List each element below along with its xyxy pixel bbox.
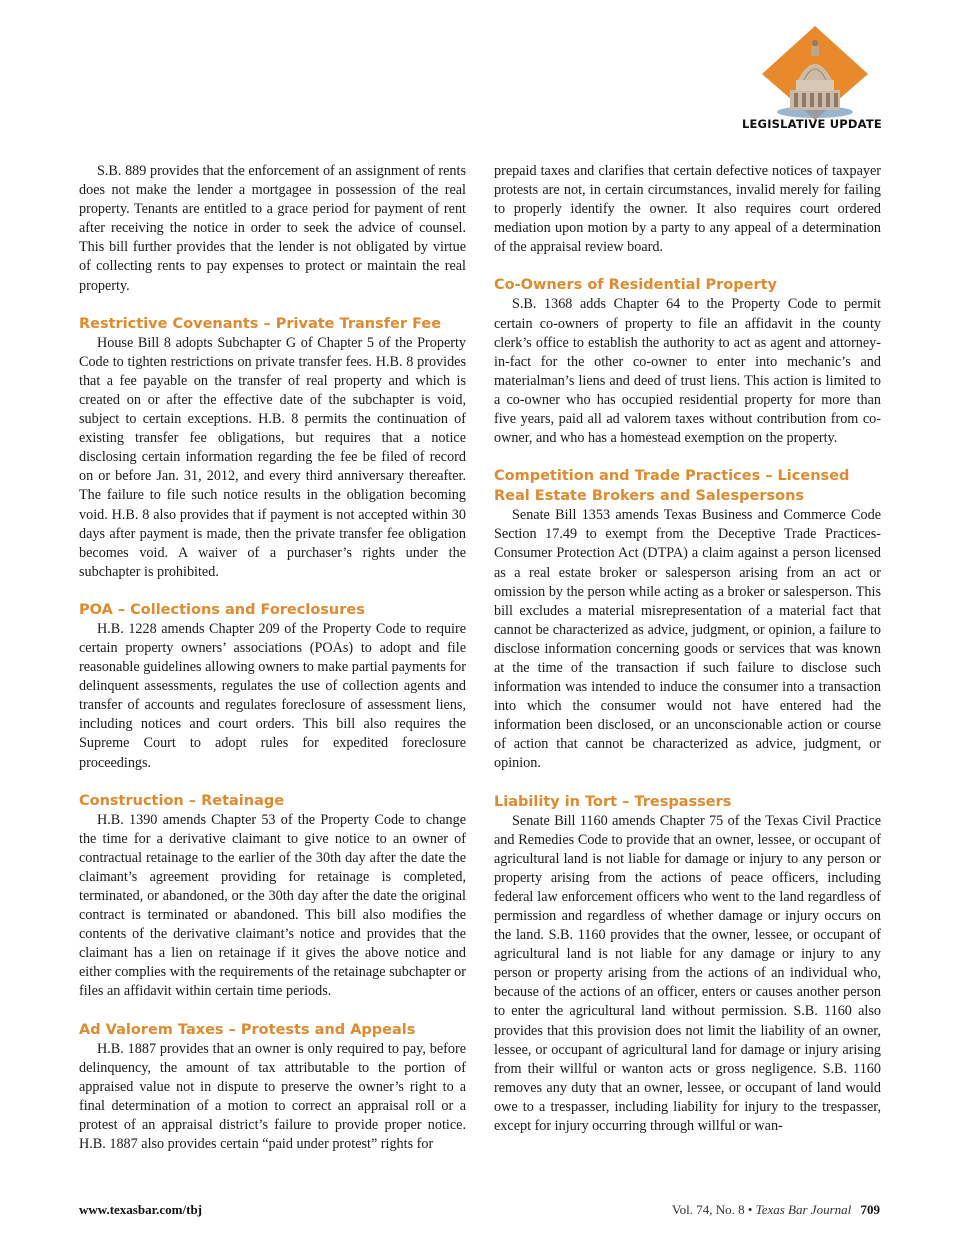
body-construction: H.B. 1390 amends Chapter 53 of the Property Code to change the time for a derivative claimant to give notice to an owner of contractual retainage to the earlier of the 30th day after the date the claimant’s agreement providing for retainage is completed, terminated, or abandoned, or the 30th day after the date the original contract is terminated or abandoned. This bill also modifies the contents of the derivative claimant’s notice and provides that the claimant has a lien on retainage if it gives the above notice and either complies with the requirements of the retainage subchapter or files an affidavit within certain time periods.	[79, 811, 466, 1000]
body-co-owners: S.B. 1368 adds Chapter 64 to the Property Code to permit certain co-owners of property to file an affidavit in the county clerk’s office to establish the authority to act as agent and attorney-in-fact for the other co-owner to enter into mechanic’s and materialman’s liens and deed of trust liens. This action is limited to a co-owner who has occupied residential property for more than five years, paid all ad valorem taxes without contribution from co-owner, and who has a homestead exemption on the property.	[494, 296, 881, 447]
heading-co-owners: Co-Owners of Residential Property	[494, 277, 777, 294]
body-poa: H.B. 1228 amends Chapter 209 of the Property Code to require certain property owners’ associations (POAs) to adopt and file reasonable guidelines allowing owners to make partial payments for delinquent assessments, regulates the use of collection agents and transfer of accounts and regulates foreclosure of assessment liens, including notices and court orders. This bill also requires the Supreme Court to adopt rules for expedited foreclosure proceedings.	[79, 620, 466, 771]
body-restrictive-covenants: House Bill 8 adopts Subchapter G of Chapter 5 of the Property Code to tighten restrictions on private transfer fees. H.B. 8 provides that a fee payable on the transfer of real property and which is created on or after the effective date of the subchapter is void, subject to certain exceptions. H.B. 8 permits the continuation of existing transfer fee obligations, but requires that a notice disclosing certain information regarding the fee be filed of record on or before Jan. 31, 2012, and every third anniversary thereafter. The failure to file such notice results in the obligation becoming void. H.B. 8 also provides that if payment is not accepted within 30 days after payment is made, then the private transfer fee obligation becomes void. A waiver of a purchaser’s rights under the subchapter is prohibited.	[79, 334, 466, 580]
heading-poa: POA – Collections and Foreclosures	[79, 601, 365, 618]
body-ad-valorem: H.B. 1887 provides that an owner is only required to pay, before delinquency, the amount of tax attributable to the portion of appraised value not in dispute to preserve the owner’s right to a final determination of a motion to correct an appraisal roll or a protest of an appraisal district’s failure to provide proper notice. H.B. 1887 also provides certain “paid under protest” rights for	[79, 1040, 466, 1153]
footer-issue-info	[672, 1202, 880, 1218]
heading-ad-valorem: Ad Valorem Taxes – Protests and Appeals	[79, 1021, 416, 1038]
footer-volume: Vol. 74, No. 8	[671, 1202, 745, 1217]
section-tag: LEGISLATIVE UPDATE	[741, 117, 882, 131]
heading-liability: Liability in Tort – Trespassers	[494, 793, 732, 810]
capitol-dome-icon	[760, 24, 870, 120]
right-column	[494, 162, 881, 1136]
intro-paragraph: S.B. 889 provides that the enforcement of an assignment of rents does not make the lender a mortgagee in possession of the real property. Tenants are entitled to a grace period for payment of rent after receiving the notice in order to seek the advice of counsel. This bill further provides that the lender is not obligated by virtue of collecting rents to pay expenses to protect or maintain the real property.	[79, 163, 466, 294]
footer-separator: •	[747, 1202, 753, 1217]
heading-restrictive-covenants: Restrictive Covenants – Private Transfer Fee	[79, 315, 442, 332]
body-liability: Senate Bill 1160 amends Chapter 75 of the Texas Civil Practice and Remedies Code to provide that an owner, lessee, or occupant of agricultural land is not liable for damage or injury to any person or property arising from the actions of peace officers, including federal law enforcement officers who went to the land regardless of permission and regardless of whether damage or injury occurs on the land. S.B. 1160 provides that the owner, lessee, or occupant of agricultural land is not liable for any damage or injury to any person or property arising from the actions of an individual who, because of the actions of an officer, enters or causes another person to enter the agricultural land without permission. S.B. 1160 also provides that this provision does not limit the liability of an owner, lessee, or occupant of agricultural land for damage or injury arising from their willful or wanton acts or gross negligence. S.B. 1160 removes any duty that an owner, lessee, or occupant of land would owe to a trespasser, including liability for injury to the trespasser, except for injury occurring through willful or wan-	[494, 812, 881, 1135]
body-competition: Senate Bill 1353 amends Texas Business and Commerce Code Section 17.49 to exempt from the Deceptive Trade Practices-Consumer Protection Act (DTPA) a claim against a person licensed as a real estate broker or salesperson arising from an act or omission by the person while acting as a broker or salesperson. This bill excludes a material misrepresentation of a material fact that cannot be characterized as advice, judgment, or opinion, a failure to disclose information concerning goods or services that was known at the time of the transaction if such failure to disclose such information was intended to induce the consumer into a transaction into which the consumer would not have entered had the information been disclosed, or an unconscionable action or course of action that cannot be characterized as advice, judgment, or opinion.	[494, 507, 881, 772]
heading-competition: Competition and Trade Practices – Licensed Real Estate Brokers and Salespersons	[494, 468, 850, 505]
heading-construction: Construction – Retainage	[79, 792, 285, 809]
page-number: 709	[860, 1202, 880, 1217]
footer-website-link[interactable]: www.texasbar.com/tbj	[79, 1202, 203, 1217]
continued-paragraph: prepaid taxes and clarifies that certain defective notices of taxpayer protests are not, in certain circumstances, invalid merely for failing to properly identify the owner. It also requires court ordered mediation upon motion by a party to any appeal of a determination of the appraisal review board.	[494, 163, 881, 256]
left-column	[79, 162, 466, 1154]
footer-journal: Texas Bar Journal	[755, 1202, 852, 1217]
